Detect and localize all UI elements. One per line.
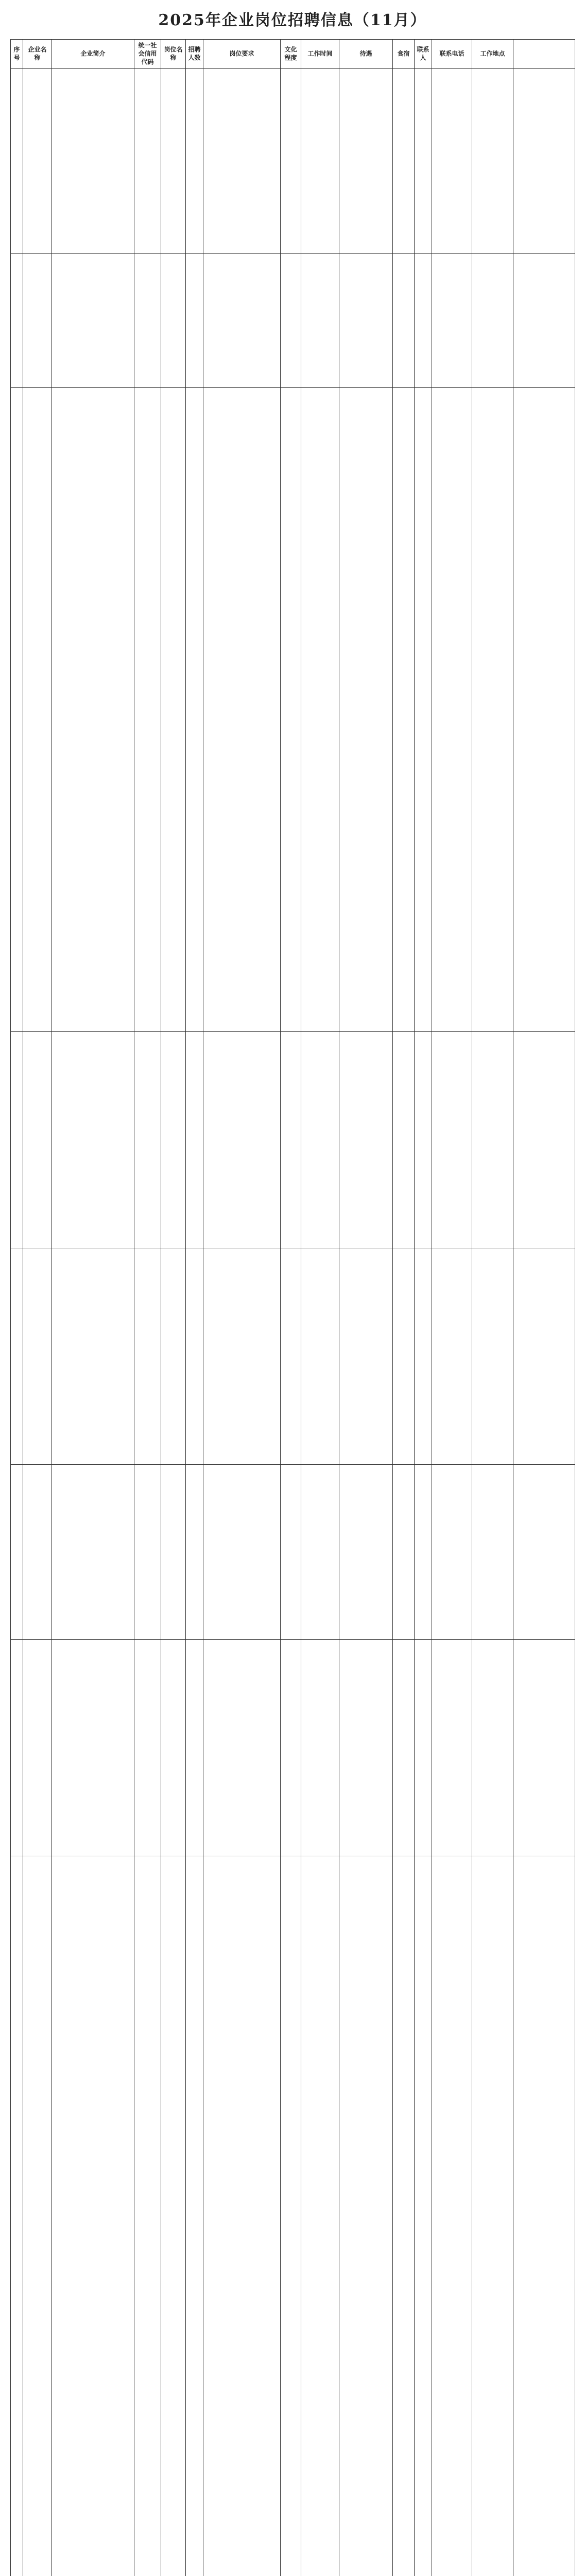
header-index: 序号	[11, 40, 23, 69]
table-cell	[513, 1031, 575, 1248]
cell-edu	[281, 68, 301, 253]
table-cell	[203, 1248, 281, 1464]
table-cell	[301, 1031, 339, 1248]
table-cell	[339, 1248, 393, 1464]
table-cell	[301, 387, 339, 1031]
table-cell	[472, 253, 513, 387]
table-body	[11, 68, 575, 2576]
table-cell	[472, 1639, 513, 1856]
cell-position	[161, 68, 186, 253]
header-hours: 工作时间	[301, 40, 339, 69]
table-cell	[432, 1248, 472, 1464]
table-row	[11, 1639, 575, 1856]
table-cell	[281, 253, 301, 387]
table-cell	[472, 387, 513, 1031]
table-cell	[281, 1856, 301, 2576]
table-cell	[472, 1248, 513, 1464]
table-cell	[301, 1464, 339, 1639]
table-cell	[432, 253, 472, 387]
table-cell	[134, 387, 161, 1031]
table-cell	[432, 387, 472, 1031]
table-header-row	[11, 40, 575, 69]
cell-company	[23, 68, 52, 253]
table-cell	[11, 1248, 23, 1464]
table-cell	[393, 1856, 415, 2576]
table-row	[11, 1464, 575, 1639]
table-cell	[432, 1639, 472, 1856]
table-row	[11, 68, 575, 253]
table-cell	[186, 253, 203, 387]
header-board: 食宿	[393, 40, 415, 69]
table-cell	[203, 1464, 281, 1639]
table-cell	[513, 1464, 575, 1639]
header-phone: 联系电话	[432, 40, 472, 69]
table-cell	[339, 1464, 393, 1639]
cell-profile	[52, 68, 134, 253]
table-cell	[52, 1464, 134, 1639]
header-education: 文化程度	[281, 40, 301, 69]
table-cell	[23, 253, 52, 387]
header-salary: 待遇	[339, 40, 393, 69]
table-cell	[11, 1856, 23, 2576]
cell-phone	[432, 68, 472, 253]
header-location: 工作地点	[472, 40, 513, 69]
table-cell	[281, 1248, 301, 1464]
table-cell	[415, 1639, 432, 1856]
table-cell	[134, 253, 161, 387]
table-cell	[23, 1856, 52, 2576]
cell-code	[134, 68, 161, 253]
table-cell	[393, 387, 415, 1031]
table-cell	[513, 1248, 575, 1464]
table-cell	[432, 1031, 472, 1248]
table-cell	[134, 1639, 161, 1856]
table-cell	[161, 1856, 186, 2576]
table-cell	[203, 1856, 281, 2576]
table-row	[11, 387, 575, 1031]
table-cell	[432, 1856, 472, 2576]
cell-location	[472, 68, 513, 253]
page-title: 2025年企业岗位招聘信息（11月）	[158, 11, 427, 29]
table-cell	[513, 1856, 575, 2576]
header-extra	[513, 40, 575, 69]
table-cell	[161, 1031, 186, 1248]
table-cell	[393, 1464, 415, 1639]
table-cell	[415, 1031, 432, 1248]
job-table	[10, 39, 575, 2576]
table-cell	[281, 1639, 301, 1856]
table-cell	[186, 1464, 203, 1639]
table-cell	[186, 1639, 203, 1856]
header-count: 招聘人数	[186, 40, 203, 69]
table-cell	[432, 1464, 472, 1639]
table-cell	[203, 1639, 281, 1856]
table-cell	[23, 1248, 52, 1464]
table-cell	[161, 387, 186, 1031]
table-cell	[203, 1031, 281, 1248]
cell-index	[11, 68, 23, 253]
header-company: 企业名称	[23, 40, 52, 69]
table-cell	[203, 253, 281, 387]
table-cell	[513, 1639, 575, 1856]
table-cell	[186, 1248, 203, 1464]
table-cell	[161, 1639, 186, 1856]
header-profile: 企业简介	[52, 40, 134, 69]
cell-hours	[301, 68, 339, 253]
table-row	[11, 253, 575, 387]
table-cell	[415, 387, 432, 1031]
table-cell	[415, 253, 432, 387]
table-cell	[134, 1248, 161, 1464]
table-cell	[134, 1856, 161, 2576]
cell-salary	[339, 68, 393, 253]
table-cell	[339, 253, 393, 387]
table-cell	[393, 253, 415, 387]
table-cell	[52, 1031, 134, 1248]
table-cell	[339, 1856, 393, 2576]
table-cell	[161, 1248, 186, 1464]
table-cell	[281, 1464, 301, 1639]
table-cell	[11, 387, 23, 1031]
table-cell	[339, 1639, 393, 1856]
table-cell	[513, 253, 575, 387]
table-cell	[339, 387, 393, 1031]
table-cell	[186, 1031, 203, 1248]
table-cell	[415, 1464, 432, 1639]
header-credit-code: 统一社会信用代码	[134, 40, 161, 69]
table-cell	[203, 387, 281, 1031]
page	[10, 0, 575, 2576]
table-cell	[301, 1248, 339, 1464]
table-cell	[23, 1031, 52, 1248]
table-cell	[11, 253, 23, 387]
table-cell	[52, 1856, 134, 2576]
table-cell	[393, 1031, 415, 1248]
table-row	[11, 1856, 575, 2576]
table-cell	[393, 1248, 415, 1464]
table-cell	[23, 1639, 52, 1856]
table-cell	[11, 1464, 23, 1639]
table-cell	[339, 1031, 393, 1248]
table-cell	[52, 1248, 134, 1464]
table-cell	[11, 1031, 23, 1248]
table-cell	[161, 253, 186, 387]
table-cell	[415, 1856, 432, 2576]
table-cell	[281, 1031, 301, 1248]
table-cell	[472, 1856, 513, 2576]
table-cell	[415, 1248, 432, 1464]
table-cell	[301, 1856, 339, 2576]
cell-count	[186, 68, 203, 253]
cell-req	[203, 68, 281, 253]
table-row	[11, 1248, 575, 1464]
table-cell	[23, 387, 52, 1031]
table-cell	[161, 1464, 186, 1639]
table-cell	[281, 387, 301, 1031]
table-cell	[11, 1639, 23, 1856]
table-cell	[52, 387, 134, 1031]
table-cell	[393, 1639, 415, 1856]
cell-contact	[415, 68, 432, 253]
table-cell	[186, 1856, 203, 2576]
table-row	[11, 1031, 575, 1248]
table-cell	[301, 253, 339, 387]
table-cell	[134, 1464, 161, 1639]
table-cell	[23, 1464, 52, 1639]
table-cell	[52, 1639, 134, 1856]
header-contact: 联系人	[415, 40, 432, 69]
table-cell	[301, 1639, 339, 1856]
table-cell	[134, 1031, 161, 1248]
cell-board	[393, 68, 415, 253]
table-cell	[472, 1031, 513, 1248]
table-cell	[513, 387, 575, 1031]
cell-extra	[513, 68, 575, 253]
table-cell	[186, 387, 203, 1031]
header-requirement: 岗位要求	[203, 40, 281, 69]
header-position: 岗位名称	[161, 40, 186, 69]
table-cell	[52, 253, 134, 387]
table-cell	[472, 1464, 513, 1639]
